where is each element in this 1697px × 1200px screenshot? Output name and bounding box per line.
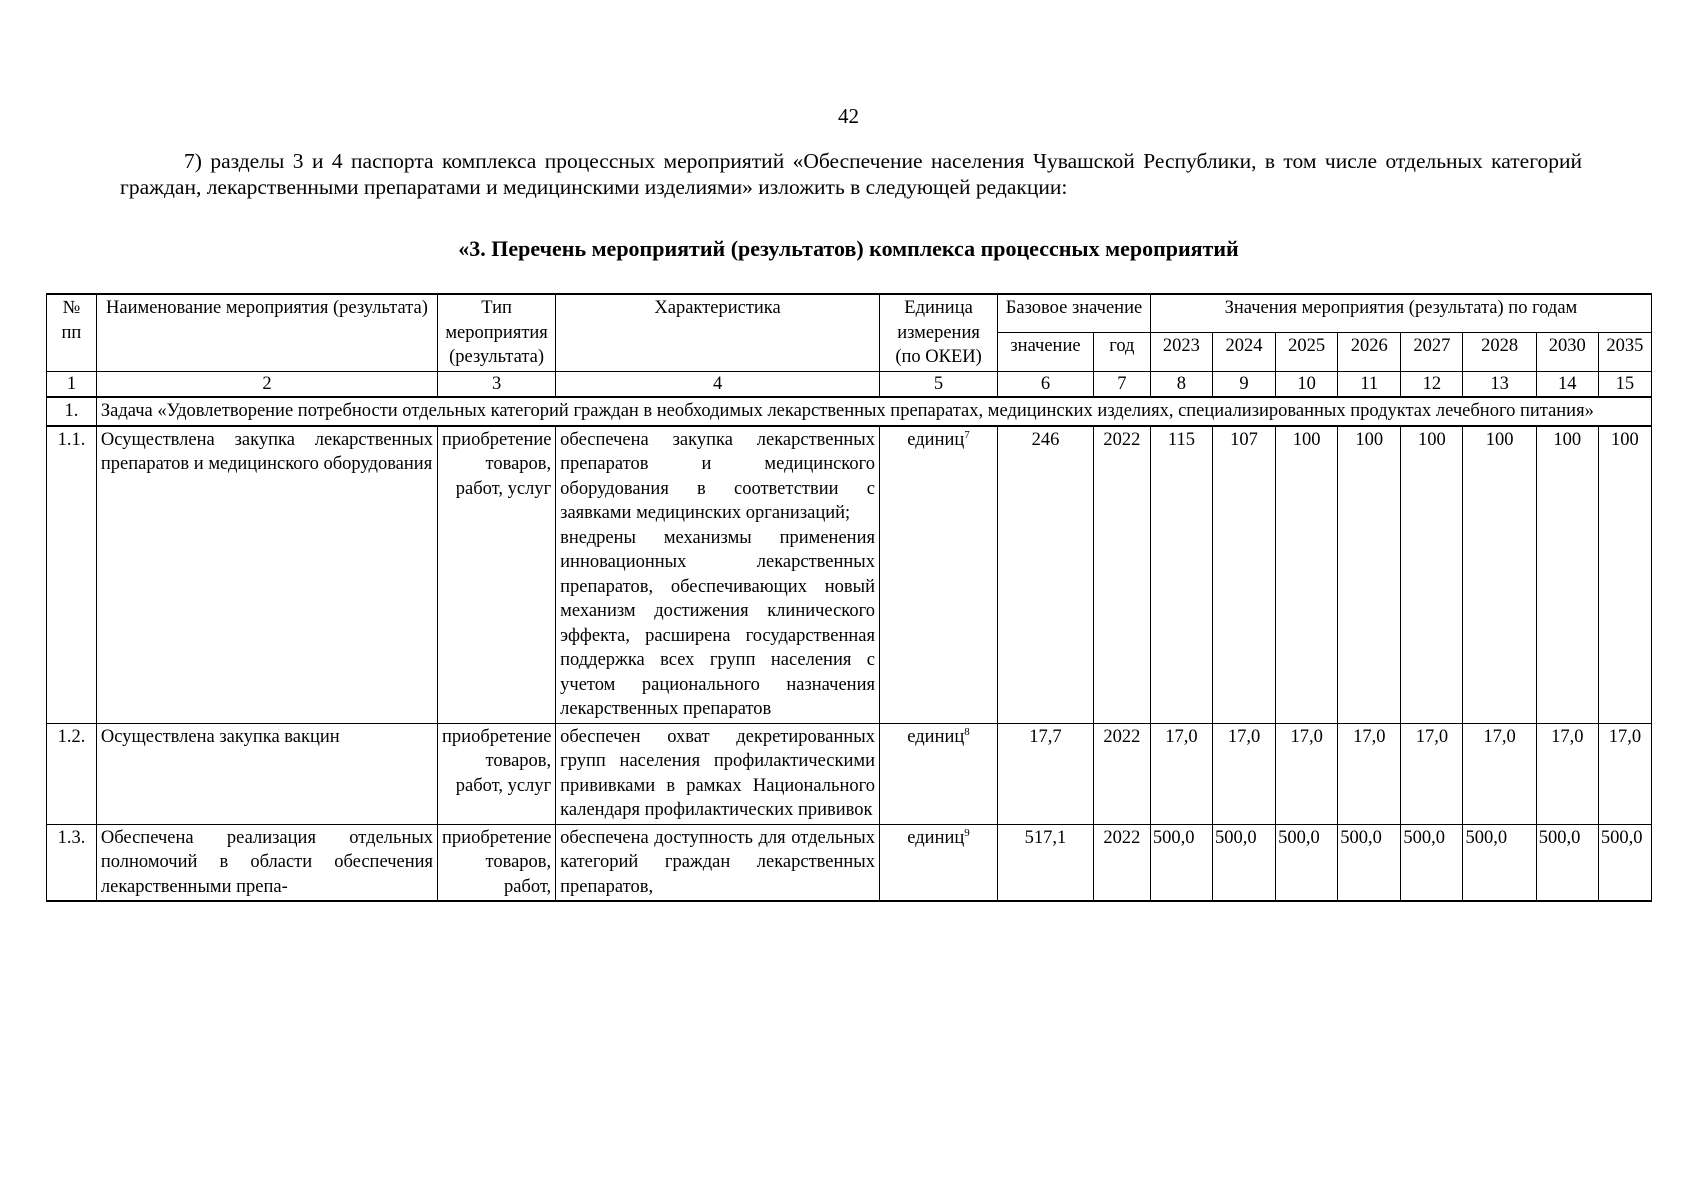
section-title: «3. Перечень мероприятий (результатов) комплекса процессных мероприятий xyxy=(458,236,1239,261)
row-value: 100 xyxy=(1401,426,1463,724)
measures-table xyxy=(46,293,1652,902)
row-value: 500,0 xyxy=(1150,824,1212,901)
row-value: 17,0 xyxy=(1276,723,1338,824)
row-value: 17,0 xyxy=(1338,723,1401,824)
unit-label: единиц xyxy=(907,827,965,848)
row-characteristic xyxy=(556,426,880,724)
column-number: 9 xyxy=(1212,371,1275,397)
row-value: 115 xyxy=(1150,426,1212,724)
header-name: Наименование мероприятия (результата) xyxy=(96,294,437,371)
column-number: 5 xyxy=(879,371,997,397)
row-base-year: 2022 xyxy=(1093,723,1150,824)
row-type: приобретение товаров, работ, xyxy=(438,824,556,901)
row-value: 500,0 xyxy=(1463,824,1536,901)
header-year: 2027 xyxy=(1401,333,1463,371)
task-row xyxy=(47,397,1652,426)
row-base-value: 17,7 xyxy=(998,723,1094,824)
table-row xyxy=(47,723,1652,824)
column-number: 11 xyxy=(1338,371,1401,397)
row-value: 500,0 xyxy=(1401,824,1463,901)
header-type: Тип мероприятия (результата) xyxy=(438,294,556,371)
header-base: Базовое значение xyxy=(998,294,1151,333)
column-number: 1 xyxy=(47,371,97,397)
row-value: 100 xyxy=(1598,426,1651,724)
row-type: приобретение товаров, работ, услуг xyxy=(438,723,556,824)
footnote-ref: 7 xyxy=(964,428,970,441)
row-value: 100 xyxy=(1463,426,1536,724)
row-name: Осуществлена закупка вакцин xyxy=(96,723,437,824)
characteristic-part: обеспечена доступность для отдельных категорий граждан лекарственных препаратов, xyxy=(560,827,875,897)
row-value: 107 xyxy=(1212,426,1275,724)
footnote-ref: 8 xyxy=(964,725,970,738)
row-characteristic xyxy=(556,723,880,824)
characteristic-part: обеспечен охват декретированных групп населения профилактическими прививками в рамках Национального календаря профилактических прививок xyxy=(560,726,875,820)
task-num: 1. xyxy=(47,397,97,426)
footnote-ref: 9 xyxy=(964,826,970,839)
column-number: 14 xyxy=(1536,371,1598,397)
column-number: 7 xyxy=(1093,371,1150,397)
row-value: 500,0 xyxy=(1536,824,1598,901)
row-unit xyxy=(879,824,997,901)
column-number: 12 xyxy=(1401,371,1463,397)
column-number: 4 xyxy=(556,371,880,397)
column-number: 15 xyxy=(1598,371,1651,397)
row-unit xyxy=(879,723,997,824)
row-value: 17,0 xyxy=(1212,723,1275,824)
unit-label: единиц xyxy=(907,726,965,747)
column-numbers-row xyxy=(47,371,1652,397)
column-number: 2 xyxy=(96,371,437,397)
column-number: 13 xyxy=(1463,371,1536,397)
characteristic-part: обеспечена закупка лекарственных препаратов и медицинского оборудования в соответствии с заявками медицинских организаций; xyxy=(560,429,875,523)
row-value: 500,0 xyxy=(1598,824,1651,901)
row-value: 17,0 xyxy=(1598,723,1651,824)
row-base-value: 246 xyxy=(998,426,1094,724)
characteristic-part: внедрены механизмы применения инновационных лекарственных препаратов, обеспечивающих новый механизм достижения клинического эффекта, расширена государственная поддержка всех групп населения с учетом рационального назначения лекарственных препаратов xyxy=(560,527,875,719)
column-number: 6 xyxy=(998,371,1094,397)
row-base-year: 2022 xyxy=(1093,824,1150,901)
header-year: 2025 xyxy=(1276,333,1338,371)
table-row xyxy=(47,426,1652,724)
row-type: приобретение товаров, работ, услуг xyxy=(438,426,556,724)
header-base-value: значение xyxy=(998,333,1094,371)
header-row-top xyxy=(47,294,1652,333)
header-num: № пп xyxy=(47,294,97,371)
column-number: 10 xyxy=(1276,371,1338,397)
page-number: 42 xyxy=(838,104,859,128)
row-characteristic xyxy=(556,824,880,901)
header-year: 2026 xyxy=(1338,333,1401,371)
row-value: 17,0 xyxy=(1150,723,1212,824)
row-value: 500,0 xyxy=(1276,824,1338,901)
header-values-by-year: Значения мероприятия (результата) по годам xyxy=(1150,294,1651,333)
header-year: 2024 xyxy=(1212,333,1275,371)
header-year: 2030 xyxy=(1536,333,1598,371)
row-value: 100 xyxy=(1536,426,1598,724)
unit-label: единиц xyxy=(907,429,965,450)
row-num: 1.2. xyxy=(47,723,97,824)
row-value: 100 xyxy=(1338,426,1401,724)
header-year: 2023 xyxy=(1150,333,1212,371)
row-value: 500,0 xyxy=(1338,824,1401,901)
row-value: 100 xyxy=(1276,426,1338,724)
row-base-year: 2022 xyxy=(1093,426,1150,724)
row-name: Обеспечена реализация отдельных полномочий в области обеспечения лекарственными препа- xyxy=(96,824,437,901)
row-value: 17,0 xyxy=(1463,723,1536,824)
row-value: 17,0 xyxy=(1536,723,1598,824)
table-row xyxy=(47,824,1652,901)
row-base-value: 517,1 xyxy=(998,824,1094,901)
row-num: 1.3. xyxy=(47,824,97,901)
row-num: 1.1. xyxy=(47,426,97,724)
header-year: 2035 xyxy=(1598,333,1651,371)
intro-paragraph: 7) разделы 3 и 4 паспорта комплекса процессных мероприятий «Обеспечение населения Чувашской Республики, в том числе отдельных категорий граждан, лекарственными препаратами и медицинскими изделиями» изложить в следующей редакции: xyxy=(120,149,1582,199)
header-year: 2028 xyxy=(1463,333,1536,371)
header-unit: Единица измерения (по ОКЕИ) xyxy=(879,294,997,371)
task-text: Задача «Удовлетворение потребности отдельных категорий граждан в необходимых лекарственных препаратах, медицинских изделиях, специализированных продуктах лечебного питания» xyxy=(96,397,1651,426)
row-unit xyxy=(879,426,997,724)
column-number: 3 xyxy=(438,371,556,397)
row-name: Осуществлена закупка лекарственных препаратов и медицинского оборудования xyxy=(96,426,437,724)
header-base-year: год xyxy=(1093,333,1150,371)
row-value: 500,0 xyxy=(1212,824,1275,901)
row-value: 17,0 xyxy=(1401,723,1463,824)
column-number: 8 xyxy=(1150,371,1212,397)
header-characteristic: Характеристика xyxy=(556,294,880,371)
